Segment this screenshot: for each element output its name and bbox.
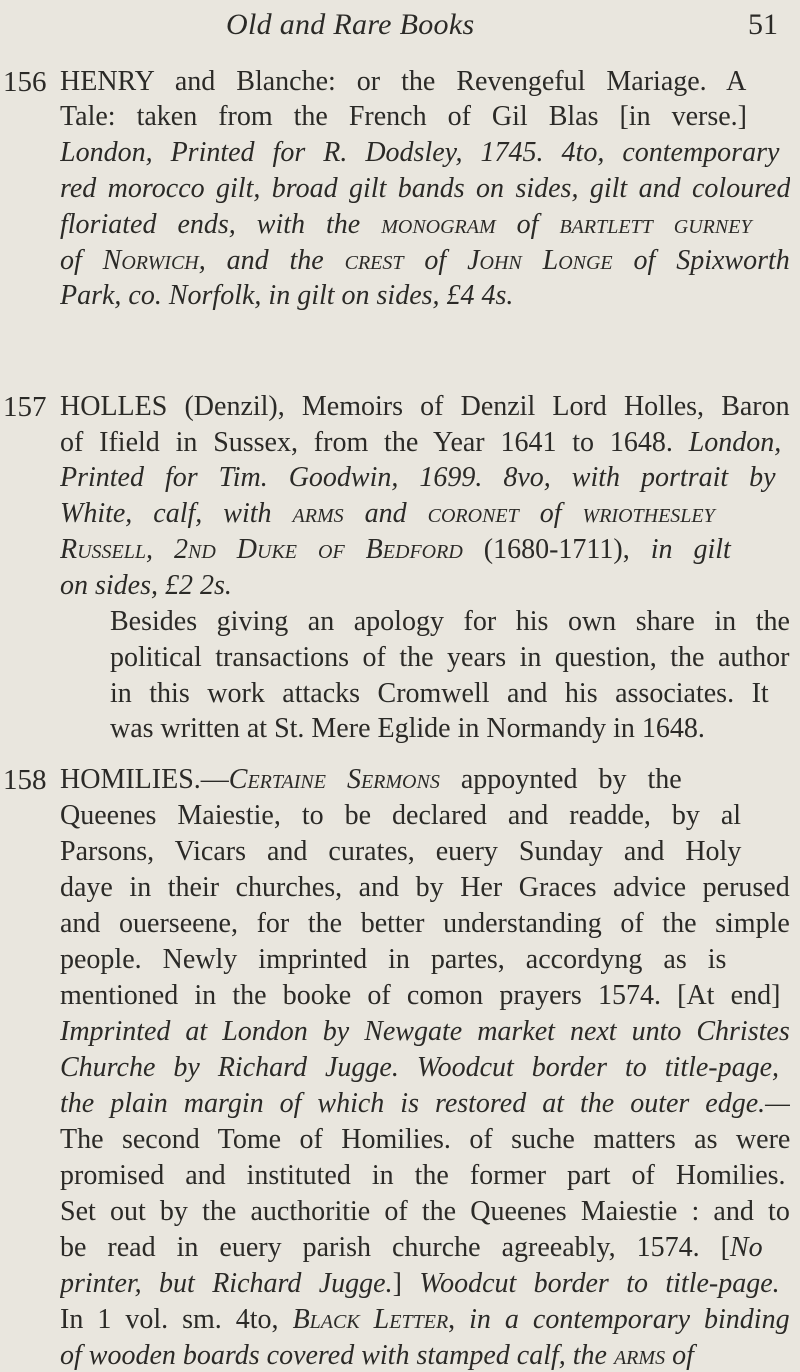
entry-text-line xyxy=(60,1052,790,1084)
small-caps-text: coronet xyxy=(427,498,519,529)
roman-text: (1680-1711), xyxy=(462,534,651,565)
roman-text: Parsons, Vicars and curates, euery Sunday and Holy xyxy=(60,836,742,867)
roman-text: The second Tome of Homilies. of suche matters as were xyxy=(60,1124,790,1155)
small-caps-text: Black Letter xyxy=(292,1304,449,1335)
roman-text: mentioned in the booke of comon prayers 1574. [At end] xyxy=(60,980,781,1011)
roman-text: Besides giving an apology for his own share in the xyxy=(110,606,790,637)
italic-text: printer, but Richard Jugge. xyxy=(60,1268,393,1299)
running-header xyxy=(0,8,800,48)
roman-text: HENRY and Blanche: or the Revengeful Mariage. A xyxy=(60,66,747,97)
entry-text-line xyxy=(60,209,790,241)
roman-text: be read in euery parish churche agreeably, 1574. [ xyxy=(60,1232,730,1263)
entry-text-line xyxy=(60,101,790,133)
italic-text: of Spixworth xyxy=(612,245,790,276)
entry-text-line xyxy=(60,872,790,904)
italic-text: Woodcut border to title-page. xyxy=(419,1268,780,1299)
entry-text-line xyxy=(60,944,790,976)
italic-text: Printed for Tim. Goodwin, 1699. 8vo, with portrait by xyxy=(60,462,776,493)
entry-text-line xyxy=(110,678,790,710)
roman-text: and ouerseene, for the better understanding of the simple xyxy=(60,908,790,939)
entry-text-line xyxy=(60,1232,790,1264)
roman-text: ] xyxy=(392,1268,420,1299)
entry-text-line xyxy=(60,836,790,868)
running-title: Old and Rare Books xyxy=(226,8,475,41)
italic-text: red morocco gilt, broad gilt bands on sides, gilt and coloured xyxy=(60,173,790,204)
roman-text: political transactions of the years in question, the author xyxy=(110,642,790,673)
small-caps-text: Norwich xyxy=(102,245,199,276)
italic-text: of wooden boards covered with stamped calf, the xyxy=(60,1340,614,1371)
roman-text: HOLLES (Denzil), Memoirs of Denzil Lord Holles, Baron xyxy=(60,391,790,422)
entry-text-line xyxy=(60,908,790,940)
roman-text: people. Newly imprinted in partes, accordyng as is xyxy=(60,944,727,975)
entry-text-line xyxy=(60,173,790,205)
small-caps-text: wriothesley xyxy=(582,498,715,529)
small-caps-text: bartlett gurney xyxy=(559,209,752,240)
entry-text-line xyxy=(60,1304,790,1336)
entry-text-line xyxy=(60,66,790,98)
entry-text-line xyxy=(110,642,790,674)
entry-text-line xyxy=(60,1340,790,1372)
entry-text-line xyxy=(60,462,790,494)
entry-number: 157 xyxy=(3,391,47,423)
entry-text-line xyxy=(60,137,790,169)
italic-text: Park, co. Norfolk, in gilt on sides, £4 4s. xyxy=(60,280,514,311)
roman-text: of Ifield in Sussex, from the Year 1641 to 1648. xyxy=(60,427,689,458)
entry-text-line xyxy=(60,570,790,602)
italic-text: Churche by Richard Jugge. Woodcut border to title-page, xyxy=(60,1052,780,1083)
roman-text: In 1 vol. sm. 4to, xyxy=(60,1304,293,1335)
roman-text: HOMILIES.— xyxy=(60,764,229,795)
italic-text: White, calf, with xyxy=(60,498,293,529)
roman-text: Set out by the aucthoritie of the Queenes Maiestie : and to xyxy=(60,1196,790,1227)
entry-text-line xyxy=(60,427,790,459)
roman-text: was written at St. Mere Eglide in Normandy in 1648. xyxy=(110,713,705,744)
entry-text-line xyxy=(60,1268,790,1300)
entry-text-line xyxy=(60,1088,790,1120)
italic-text: London, xyxy=(688,427,782,458)
entry-text-line xyxy=(110,713,790,745)
roman-text: daye in their churches, and by Her Graces advice perused xyxy=(60,872,790,903)
entry-text-line xyxy=(60,764,790,796)
entry-text-line xyxy=(60,1124,790,1156)
italic-text: of xyxy=(518,498,583,529)
roman-text: promised and instituted in the former part of Homilies. xyxy=(60,1160,786,1191)
italic-text: of xyxy=(665,1340,694,1371)
roman-text: Tale: taken from the French of Gil Blas [in verse.] xyxy=(60,101,747,132)
italic-text: of xyxy=(60,245,103,276)
small-caps-text: crest xyxy=(344,245,404,276)
entry-text-line xyxy=(60,391,790,423)
entry-text-line xyxy=(60,1160,790,1192)
italic-text: Imprinted at London by Newgate market next unto Christes xyxy=(60,1016,790,1047)
small-caps-text: monogram xyxy=(381,209,496,240)
entry-text-line xyxy=(60,1016,790,1048)
italic-text: the plain margin of which is restored at the outer edge.— xyxy=(60,1088,790,1119)
italic-text: London, Printed for R. Dodsley, 1745. 4to, contemporary xyxy=(60,137,780,168)
entry-number: 158 xyxy=(3,764,47,796)
italic-text: floriated ends, with the xyxy=(60,209,382,240)
roman-text: in this work attacks Cromwell and his associates. It xyxy=(110,678,769,709)
italic-text: , and the xyxy=(198,245,345,276)
italic-text: in gilt xyxy=(650,534,731,565)
small-caps-text: arms xyxy=(613,1340,666,1371)
italic-text: and xyxy=(343,498,428,529)
entry-text-line xyxy=(60,245,790,277)
entry-text-line xyxy=(60,534,790,566)
entry-text-line xyxy=(60,1196,790,1228)
roman-text: , xyxy=(448,1304,470,1335)
small-caps-text: Russell, 2nd Duke of Bedford xyxy=(60,534,463,565)
small-caps-text: arms xyxy=(292,498,344,529)
roman-text: Queenes Maiestie, to be declared and readde, by al xyxy=(60,800,742,831)
italic-text: of xyxy=(495,209,560,240)
entry-number: 156 xyxy=(3,66,47,98)
entry-text-line xyxy=(110,606,790,638)
small-caps-text: Certaine Sermons xyxy=(228,764,440,795)
roman-text: appoynted by the xyxy=(439,764,682,795)
entry-text-line xyxy=(60,280,790,312)
entry-text-line xyxy=(60,980,790,1012)
page-number: 51 xyxy=(748,8,778,41)
entry-text-line xyxy=(60,498,790,530)
italic-text: of xyxy=(403,245,468,276)
italic-text: No xyxy=(729,1232,763,1263)
entry-text-line xyxy=(60,800,790,832)
italic-text: on sides, £2 2s. xyxy=(60,570,232,601)
italic-text: in a contemporary binding xyxy=(469,1304,790,1335)
small-caps-text: John Longe xyxy=(467,245,613,276)
